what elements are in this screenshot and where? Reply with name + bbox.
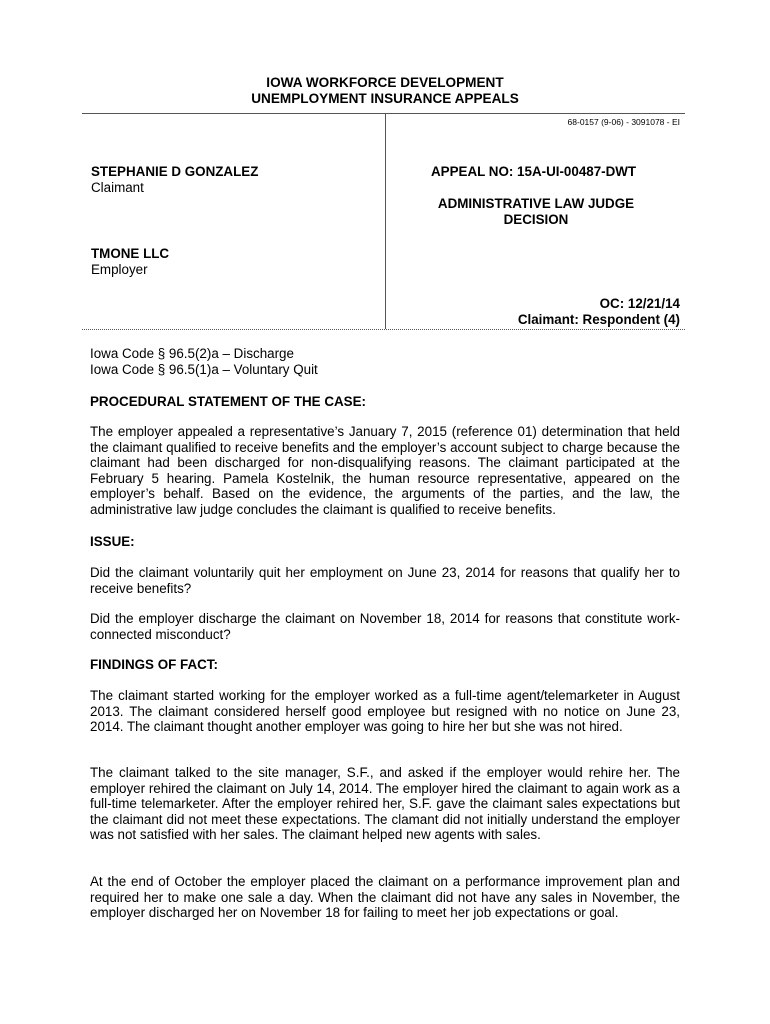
findings-paragraph-2-block [90,765,680,843]
employer-name: TMONE LLC [91,246,170,261]
form-number: 68-0157 (9-06) - 3091078 - EI [567,117,680,127]
issue-paragraph-1-block [90,565,680,596]
document-header [0,75,770,107]
division-name: UNEMPLOYMENT INSURANCE APPEALS [251,91,519,106]
caption-bottom-divider [82,329,685,330]
agency-name: IOWA WORKFORCE DEVELOPMENT [266,75,504,90]
decision-title-line2: DECISION [503,212,569,227]
caption-divider [385,113,386,329]
issue-paragraph-2-block [90,611,680,642]
claimant-status: Claimant: Respondent (4) [517,312,680,327]
claimant-name: STEPHANIE D GONZALEZ [91,164,259,179]
procedural-paragraph: The employer appealed a representative’s January 7, 2015 (reference 01) determination that held the claimant qualified to receive benefits and the employer’s account subject to charge because the claimant had been discharged for non-disqualifying reasons. The claimant participated at the February 5 hearing. Pamela Kostelnik, the human resource representative, appeared on the employer’s behalf. Based on the evidence, the arguments of the parties, and the law, the administrative law judge concludes the claimant is qualified to receive benefits. [90,424,680,517]
findings-paragraph-1: The claimant started working for the employer worked as a full-time agent/telemarketer in August 2013. The claimant considered herself good employee but resigned with no notice on June 23, 2014. The claimant thought another employer was going to hire her but she was not hired. [90,688,680,735]
findings-paragraph-3-block [90,874,680,921]
code-citation-discharge: Iowa Code § 96.5(2)a – Discharge [90,346,294,361]
decision-title-line1: ADMINISTRATIVE LAW JUDGE [437,196,635,211]
oc-date: OC: 12/21/14 [599,296,680,311]
findings-paragraph-1-block [90,688,680,735]
procedural-statement [90,424,680,518]
findings-paragraph-3: At the end of October the employer placed the claimant on a performance improvement plan and required her to make one sale a day. When the claimant did not have any sales in November, the employer discharged her on November 18 for failing to meet her job expectations or goal. [90,874,680,921]
findings-heading: FINDINGS OF FACT: [90,657,218,672]
employer-role: Employer [91,262,148,277]
code-citation-voluntary-quit: Iowa Code § 96.5(1)a – Voluntary Quit [90,361,318,377]
procedural-heading: PROCEDURAL STATEMENT OF THE CASE: [90,394,366,409]
employer-block [91,246,169,278]
code-citations [90,346,680,377]
decision-title [431,196,641,228]
claimant-block [91,164,258,196]
oc-block [518,296,680,328]
claimant-role: Claimant [91,180,144,195]
issue-paragraph-1: Did the claimant voluntarily quit her employment on June 23, 2014 for reasons that qualify her to receive benefits? [90,565,680,596]
header-divider [82,113,685,114]
issue-heading: ISSUE: [90,534,135,549]
issue-paragraph-2: Did the employer discharge the claimant on November 18, 2014 for reasons that constitute work-connected misconduct? [90,611,680,642]
appeal-number: APPEAL NO: 15A-UI-00487-DWT [431,164,637,179]
findings-paragraph-2: The claimant talked to the site manager, S.F., and asked if the employer would rehire her. The employer rehired the claimant on July 14, 2014. The employer hired the claimant to again work as a full-time telemarketer. After the employer rehired her, S.F. gave the claimant sales expectations but the claimant did not meet these expectations. The clamant did not initially understand the employer was not satisfied with her sales. The claimant helped new agents with sales. [90,765,680,843]
